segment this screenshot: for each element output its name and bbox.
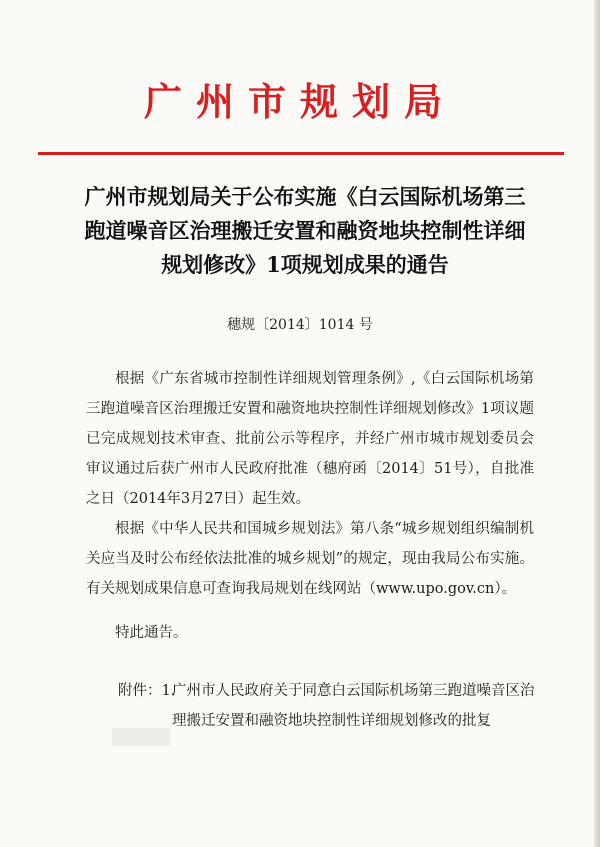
attachment-prefix: 附件：1. xyxy=(118,683,176,699)
scan-smudge xyxy=(112,728,170,746)
attachment-text: 广州市人民政府关于同意白云国际机场第三跑道噪音区治理搬迁安置和融资地块控制性详细规划修改的批复 xyxy=(172,683,535,729)
body-paragraph-1: 根据《广东省城市控制性详细规划管理条例》,《白云国际机场第三跑道噪音区治理搬迁安置和融资地块控制性详细规划修改》1项议题已完成规划技术审查、批前公示等程序，并经广州市城市规划委员会审议通过后获广州市人民政府批准（穗府函〔2014〕51号），自批准之日（2014年3月27日）起生效。 xyxy=(86,371,534,507)
body-paragraph-2: 根据《中华人民共和国城乡规划法》第八条“城乡规划组织编制机关应当及时公布经依法批准的城乡规划”的规定，现由我局公布实施。有关规划成果信息可查询我局规划在线网站（www.upo.gov.cn）。 xyxy=(86,521,534,597)
document-title: 广州市规划局关于公布实施《白云国际机场第三跑道噪音区治理搬迁安置和融资地块控制性详细规划修改》1项规划成果的通告 xyxy=(84,184,526,277)
scan-edge xyxy=(594,0,600,847)
agency-header: 广州市规划局 xyxy=(143,79,456,124)
red-divider-line xyxy=(38,152,564,155)
body-paragraph-3: 特此通告。 xyxy=(115,625,188,641)
document-number: 穗规〔2014〕1014 号 xyxy=(227,317,373,333)
attachment-block xyxy=(118,676,538,736)
